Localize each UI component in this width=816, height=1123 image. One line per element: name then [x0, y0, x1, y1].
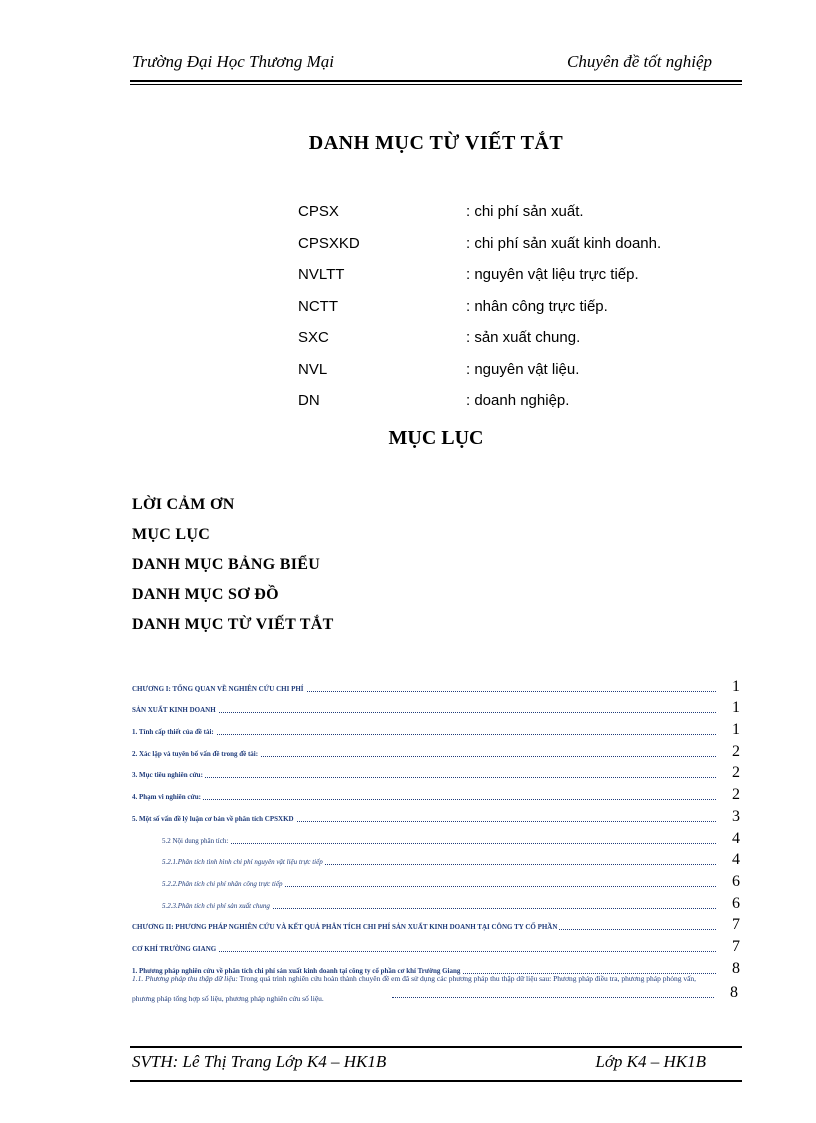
- abbreviation-description: : chi phí sản xuất.: [466, 203, 584, 220]
- toc-entry-last-page: 8: [730, 984, 738, 1001]
- header-school: Trường Đại Học Thương Mại: [132, 52, 334, 71]
- abbreviation-code: NVL: [298, 360, 328, 378]
- abbreviation-code: CPSXKD: [298, 234, 360, 252]
- toc-entry-page: 1: [732, 721, 740, 739]
- abbreviation-description: : nguyên vật liệu trực tiếp.: [466, 266, 639, 283]
- toc-entry-label: 4. Phạm vi nghiên cứu:: [132, 793, 201, 802]
- toc-entry[interactable]: [132, 784, 744, 806]
- toc-entry[interactable]: [132, 850, 744, 872]
- front-matter-item[interactable]: DANH MỤC TỪ VIẾT TẮT: [132, 616, 334, 633]
- toc-entry-page: 6: [732, 872, 740, 890]
- toc-entry-page: 1: [732, 699, 740, 717]
- abbreviation-description: : nhân công trực tiếp.: [466, 297, 608, 315]
- toc-leader-dots: [132, 734, 716, 735]
- toc-entry-label: 5.2 Nội dung phân tích:: [162, 836, 229, 845]
- toc-entry-page: 6: [732, 894, 740, 912]
- abbreviation-row: [298, 361, 718, 393]
- toc-entry[interactable]: [132, 893, 744, 915]
- toc-entry[interactable]: [132, 763, 744, 785]
- header-rule: [130, 80, 742, 82]
- abbreviation-description: : nguyên vật liệu.: [466, 360, 580, 378]
- toc-entry[interactable]: [132, 915, 744, 937]
- abbreviation-description: : sản xuất chung.: [466, 329, 581, 346]
- page-header: [130, 50, 742, 76]
- toc-entry-last-heading: 1.1. Phương pháp thu thập dữ liệu:: [132, 974, 238, 983]
- toc-leader-dots: [392, 997, 714, 998]
- abbreviation-description: : doanh nghiệp.: [466, 392, 570, 409]
- toc-leader-dots: [132, 799, 716, 800]
- toc-entry[interactable]: [132, 719, 744, 741]
- toc-leader-dots: [132, 777, 716, 778]
- abbreviation-row: [298, 266, 718, 298]
- toc-entry-label: 2. Xác lập và tuyên bố vấn đề trong đề tài:: [132, 749, 259, 758]
- toc-leader-dots: [162, 843, 716, 844]
- toc-entry[interactable]: [132, 806, 744, 828]
- toc-entry-page: 4: [732, 829, 740, 847]
- abbreviation-list: [298, 203, 718, 424]
- toc-entry-page: 2: [732, 786, 740, 804]
- toc-entry-page: 2: [732, 742, 740, 760]
- toc-entry[interactable]: [132, 741, 744, 763]
- header-doc-type: Chuyên đề tốt nghiệp: [567, 52, 712, 71]
- toc-entry-label: 3. Mục tiêu nghiên cứu:: [132, 771, 203, 780]
- table-of-contents: [132, 676, 744, 980]
- abbreviation-row: [298, 298, 718, 330]
- toc-entry[interactable]: [132, 828, 744, 850]
- toc-entry[interactable]: [132, 698, 744, 720]
- toc-leader-dots: [132, 712, 716, 713]
- toc-entry-page: 3: [732, 807, 740, 825]
- abbreviation-code: CPSX: [298, 203, 339, 220]
- toc-entry-last-text: Trong quá trình nghiên cứu hoàn thành chuyên đề em đã sử dụng các phương pháp thu thập dữ liệu sau: Phương pháp điều tra, phương pháp phỏng vấn, phương pháp tổng hợp số liệu, phương pháp nghiên cứu số liệu.: [132, 974, 697, 1003]
- abbreviation-code: NCTT: [298, 297, 338, 315]
- toc-entry[interactable]: [132, 676, 744, 698]
- footer-class: Lớp K4 – HK1B: [595, 1052, 706, 1071]
- front-matter-item[interactable]: DANH MỤC BẢNG BIỂU: [132, 556, 321, 573]
- front-matter-item[interactable]: LỜI CẢM ƠN: [132, 496, 235, 513]
- front-matter-list: [132, 496, 334, 646]
- abbreviation-row: [298, 329, 718, 361]
- header-rule-thin: [130, 84, 742, 85]
- abbreviation-row: [298, 235, 718, 267]
- toc-title: MỤC LỤC: [388, 427, 484, 449]
- toc-entry-label: SẢN XUẤT KINH DOANH: [132, 706, 216, 715]
- toc-entry-label: CHƯƠNG II: PHƯƠNG PHÁP NGHIÊN CỨU VÀ KẾT QUẢ PHÂN TÍCH CHI PHÍ SẢN XUẤT KINH DOANH TẠI CÔNG TY CỔ PHẦN: [132, 923, 558, 932]
- toc-entry-page: 4: [732, 851, 740, 869]
- toc-entry-page: 8: [732, 959, 740, 977]
- toc-entry-page: 7: [732, 916, 740, 934]
- front-matter-item[interactable]: DANH MỤC SƠ ĐỒ: [132, 586, 279, 603]
- toc-entry-label: 1. Tính cấp thiết của đề tài:: [132, 728, 214, 737]
- toc-entry-label: CHƯƠNG I: TỔNG QUAN VỀ NGHIÊN CỨU CHI PHÍ: [132, 684, 304, 693]
- toc-entry[interactable]: [132, 871, 744, 893]
- toc-entry-label: 1. Phương pháp nghiên cứu về phân tích chi phí sản xuất kinh doanh tại công ty cổ phần cơ khí Trường Giang: [132, 966, 461, 975]
- toc-entry-label: 5.2.2.Phân tích chi phí nhân công trực tiếp: [162, 879, 283, 888]
- abbreviation-row: [298, 203, 718, 235]
- abbreviation-code: SXC: [298, 329, 329, 346]
- toc-entry-label: CƠ KHÍ TRƯỜNG GIANG: [132, 944, 217, 953]
- toc-entry-label: 5.2.3.Phân tích chi phí sản xuất chung: [162, 901, 270, 910]
- abbreviation-row: [298, 392, 718, 424]
- toc-entry-page: 1: [732, 677, 740, 695]
- toc-entry-page: 2: [732, 764, 740, 782]
- abbreviation-description: : chi phí sản xuất kinh doanh.: [466, 234, 662, 252]
- abbreviation-code: NVLTT: [298, 266, 345, 283]
- toc-entry-last[interactable]: [132, 966, 712, 1009]
- footer-rule-bottom: [130, 1080, 742, 1082]
- toc-leader-dots: [132, 951, 716, 952]
- front-matter-item[interactable]: MỤC LỤC: [132, 526, 211, 543]
- abbreviations-title: DANH MỤC TỪ VIẾT TẮT: [308, 132, 564, 154]
- toc-entry-label: 5.2.1.Phân tích tình hình chi phí nguyên vật liệu trực tiếp: [162, 858, 323, 867]
- toc-entry-page: 7: [732, 937, 740, 955]
- toc-entry[interactable]: [132, 936, 744, 958]
- footer-rule: [130, 1046, 742, 1048]
- toc-entry-label: 5. Một số vấn đề lý luận cơ bản về phân tích CPSXKD: [132, 814, 294, 823]
- footer-student: SVTH: Lê Thị Trang Lớp K4 – HK1B: [132, 1052, 387, 1071]
- abbreviation-code: DN: [298, 392, 320, 409]
